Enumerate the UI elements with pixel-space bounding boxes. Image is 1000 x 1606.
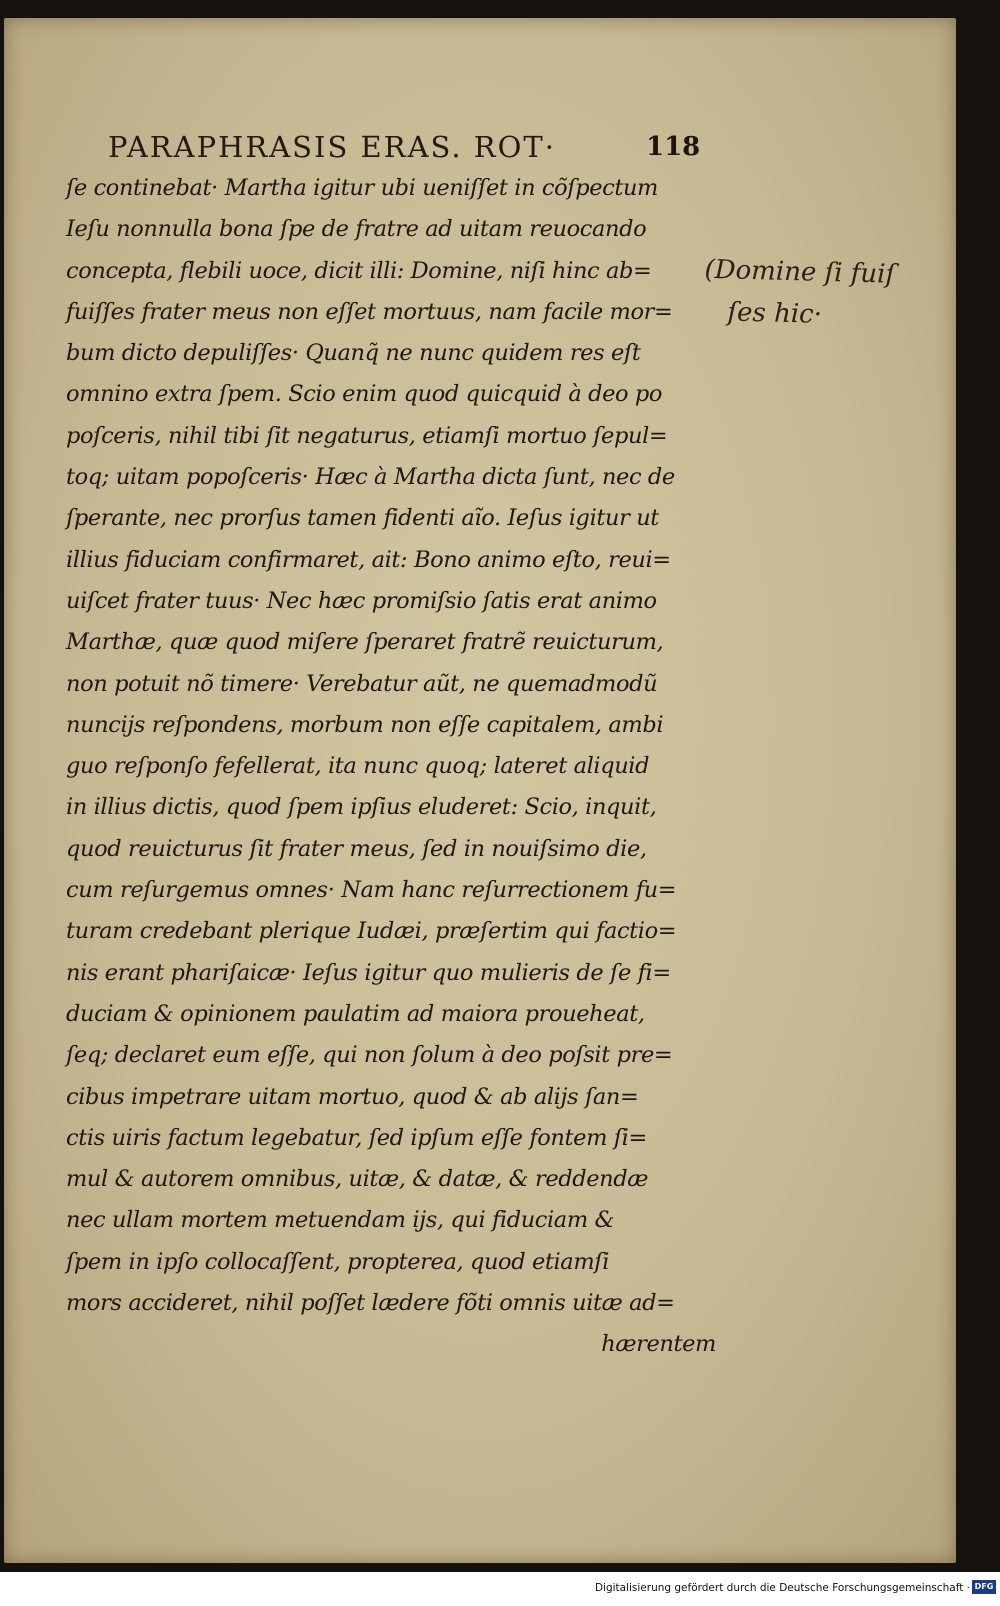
text-line: nec ullam mortem metuendam ijs, qui fiduciam & xyxy=(66,1207,615,1234)
text-line: poſceris, nihil tibi ſit negaturus, etiamſi mortuo ſepul= xyxy=(66,422,668,449)
text-line: ctis uiris factum legebatur, ſed ipſum eſſe fontem ſi= xyxy=(66,1124,647,1151)
digitization-footer xyxy=(0,1572,1000,1606)
text-line: toq; uitam popoſceris· Hæc à Martha dicta ſunt, nec de xyxy=(66,464,675,491)
text-line: cum reſurgemus omnes· Nam hanc reſurrectionem fu= xyxy=(66,877,677,904)
text-line: concepta, flebili uoce, dicit illi: Domine, niſi hinc ab= xyxy=(66,257,652,284)
handwritten-marginal-note xyxy=(703,249,955,340)
text-line: ſeq; declaret eum eſſe, qui non ſolum à deo poſsit pre= xyxy=(66,1042,673,1069)
book-page xyxy=(4,18,956,1563)
text-line: nis erant phariſaicæ· Ieſus igitur quo mulieris de ſe fi= xyxy=(66,959,671,986)
text-line: turam credebant plerique Iudæi, præſertim qui factio= xyxy=(66,918,677,945)
text-line: duciam & opinionem paulatim ad maiora proueheat, xyxy=(66,1000,645,1027)
text-line: bum dicto depuliſſes· Quanq̃ ne nunc quidem res eſt xyxy=(66,340,641,367)
text-line: ſperante, nec prorſus tamen fidenti aĩo. Ieſus igitur ut xyxy=(66,505,659,532)
footer-credit: Digitalisierung gefördert durch die Deutsche Forschungsgemeinschaft · xyxy=(594,1582,970,1594)
text-line: cibus impetrare uitam mortuo, quod & ab alijs ſan= xyxy=(66,1083,639,1110)
text-line: quod reuicturus ſit frater meus, ſed in nouiſsimo die, xyxy=(66,835,647,862)
text-line: guo reſponſo fefellerat, ita nunc quoq; lateret aliquid xyxy=(66,753,650,780)
text-line: ſe continebat· Martha igitur ubi ueniſſet in cõſpectum xyxy=(66,175,658,201)
text-line: uiſcet frater tuus· Nec hæc promiſsio ſatis erat animo xyxy=(66,587,657,614)
dfg-logo: DFG xyxy=(972,1580,996,1594)
text-line: hærentem xyxy=(601,1331,716,1358)
text-line: nuncijs reſpondens, morbum non eſſe capitalem, ambi xyxy=(66,711,664,738)
running-head: PARAPHRASIS ERAS. ROT· xyxy=(108,130,556,164)
main-text-block xyxy=(66,168,726,1366)
text-line: illius fiduciam confirmaret, ait: Bono animo eſto, reui= xyxy=(66,546,671,573)
page-number: 118 xyxy=(646,132,701,162)
marginal-note-line: (Domine ſi fuiſ xyxy=(704,254,896,290)
text-line: omnino extra ſpem. Scio enim quod quicquid à deo po xyxy=(66,381,663,408)
text-line: mors accideret, nihil poſſet lædere fõti omnis uitæ ad= xyxy=(66,1290,675,1317)
text-line: in illius dictis, quod ſpem ipſius eluderet: Scio, inquit, xyxy=(66,794,657,821)
text-line: ſpem in ipſo collocaſſent, propterea, quod etiamſi xyxy=(66,1248,609,1275)
text-line: fuiſſes frater meus non eſſet mortuus, nam facile mor= xyxy=(66,298,673,325)
text-line: Ieſu nonnulla bona ſpe de fratre ad uitam reuocando xyxy=(66,216,647,243)
marginal-note-line: ſes hic· xyxy=(727,297,823,330)
text-line: mul & autorem omnibus, uitæ, & datæ, & reddendæ xyxy=(66,1166,649,1193)
text-line: Marthæ, quæ quod miſere ſperaret fratrẽ reuicturum, xyxy=(66,629,664,656)
text-line: non potuit nõ timere· Verebatur aũt, ne quemadmodũ xyxy=(66,670,658,697)
